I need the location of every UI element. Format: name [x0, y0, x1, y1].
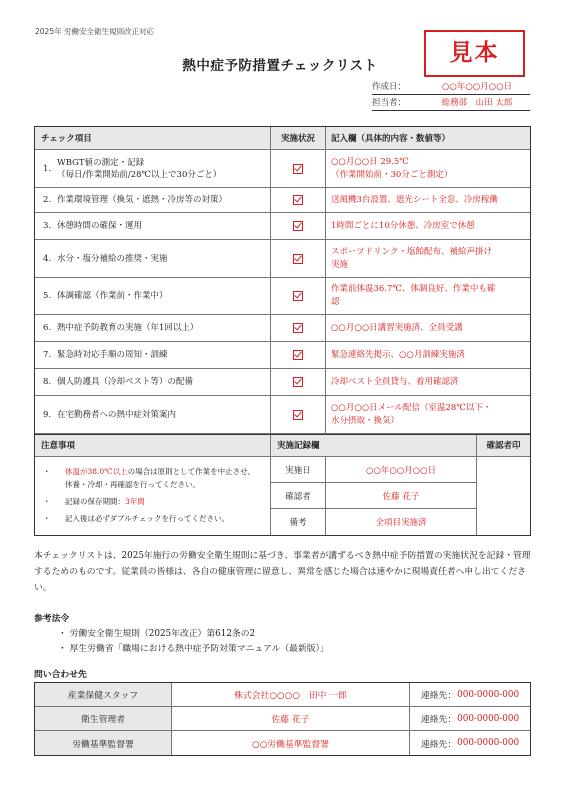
checklist-row: [35, 315, 530, 342]
item-label: 作業環境管理（換気・遮熱・冷房等の対策）: [57, 195, 228, 205]
page-title: 熱中症予防措置チェックリスト: [182, 58, 378, 74]
record-row: [271, 483, 476, 509]
header-item: チェック項目: [35, 127, 271, 149]
contact-tel-label: 連絡先：: [420, 715, 457, 725]
item-entry: 1時間ごとに10分休憩、冷房室で休憩: [331, 220, 475, 231]
references-title: 参考法令: [34, 614, 70, 624]
item-number: 5.: [43, 291, 52, 301]
person-value: 総務部 山田 太郎: [441, 98, 513, 108]
item-entry-sub: 認: [331, 297, 340, 307]
reference-item: ・ 厚生労働省「職場における熱中症予防対策マニュアル（最新版）」: [58, 642, 329, 657]
checklist-row: [35, 188, 530, 213]
contact-tel: [410, 731, 530, 755]
item-entry: ○○月○○日メール配信（室温28℃以下・: [331, 402, 492, 413]
contact-role: 労働基準監督署: [35, 731, 172, 755]
record-label: 実施日: [271, 457, 326, 482]
notes-title: 注意事項: [35, 435, 270, 457]
item-label-sub: （毎日/作業開始前/28℃以上で30分ごと）: [57, 169, 222, 180]
checked-box-icon[interactable]: [293, 254, 303, 264]
note-item: [43, 465, 262, 491]
item-label: 緊急時対応手順の周知・訓練: [57, 350, 168, 360]
note-item: [43, 512, 262, 525]
item-number: 3.: [43, 221, 52, 231]
created-date-value: ○○年○○月○○日: [441, 82, 512, 92]
contact-tel: [410, 683, 530, 706]
created-date-label: 作成日：: [372, 82, 407, 92]
item-entry: ○○月○○日講習実施済、全員受講: [331, 322, 463, 333]
item-entry-sub: 水分摂取・換気）: [331, 415, 400, 426]
checked-box-icon[interactable]: [293, 350, 303, 360]
note-item: [43, 495, 262, 508]
item-entry-sub: （作業開始前・30分ごと測定）: [331, 169, 453, 180]
item-label: 水分・塩分補給の推奨・実施: [57, 253, 168, 264]
checklist-row: [35, 369, 530, 396]
item-number: 9.: [43, 409, 52, 420]
record-value[interactable]: ○○年○○月○○日: [365, 465, 436, 476]
header-note: 2025年 労働安全衛生規則改正対応: [35, 27, 154, 36]
record-box: [271, 435, 530, 535]
checklist-table: [34, 126, 531, 536]
note-text: の場合は原則として作業を中止させ、休養・冷却・再確認を行ってください。: [65, 467, 255, 489]
checklist-row: [35, 396, 530, 434]
item-entry: ○○月○○日 29.5℃: [331, 156, 409, 167]
contact-tel-value: 000-0000-000: [457, 738, 520, 748]
note-text: 記入後は必ずダブルチェックを行ってください。: [65, 514, 229, 523]
person-label: 担当者：: [372, 98, 407, 108]
references-list: [58, 627, 329, 657]
item-number: 7.: [43, 350, 52, 360]
contact-row: [35, 731, 530, 755]
contacts-table: [34, 682, 531, 756]
note-highlight: 体温が38.0℃以上: [65, 467, 128, 476]
checklist-row: [35, 240, 530, 278]
record-row: [271, 509, 476, 535]
record-row: [271, 457, 476, 483]
notes-record-section: [35, 434, 530, 535]
checklist-row: [35, 278, 530, 315]
note-text: 記録の保存期間：: [65, 497, 125, 506]
contact-tel-label: 連絡先：: [420, 691, 457, 701]
item-entry: スポーツドリンク・塩飴配布、補給声掛け: [331, 246, 492, 257]
record-value[interactable]: 佐藤 花子: [382, 491, 420, 502]
contact-tel-label: 連絡先：: [420, 739, 457, 750]
note-highlight: 3年間: [125, 497, 145, 506]
checked-box-icon[interactable]: [293, 195, 303, 205]
contact-role: 産業保健スタッフ: [35, 683, 172, 706]
record-title: 実施記録欄: [271, 435, 476, 457]
checked-box-icon[interactable]: [293, 291, 303, 301]
record-label: 確認者: [271, 483, 326, 508]
item-label: 個人防護具（冷却ベスト等）の配備: [57, 377, 194, 387]
seal-title: 確認者印: [477, 435, 530, 457]
contact-tel-value: 000-0000-000: [457, 689, 520, 700]
item-entry: 送風機3台設置、遮光シート全窓、冷房稼働: [331, 194, 498, 205]
item-number: 2.: [43, 195, 52, 205]
item-number: 6.: [43, 323, 52, 333]
item-entry: 緊急連絡先掲示、○○月訓練実施済: [331, 349, 465, 360]
item-label: 体調確認（作業前・作業中）: [57, 291, 168, 301]
record-value[interactable]: 全項目実施済: [375, 518, 427, 528]
header-status: 実施状況: [271, 127, 326, 149]
checklist-row: [35, 342, 530, 369]
item-entry: 冷却ベスト全員貸与、着用確認済: [331, 376, 459, 387]
record-label: 備考: [271, 509, 326, 535]
item-number: 4.: [43, 253, 52, 264]
item-label: 熱中症予防教育の実施（年1回以上）: [57, 323, 199, 333]
item-label: 在宅勤務者への熱中症対策案内: [57, 409, 177, 420]
contact-name: 株式会社○○○○ 田中 一郎: [172, 683, 410, 706]
contact-role: 衛生管理者: [35, 707, 172, 730]
contact-name: ○○労働基準監督署: [172, 731, 410, 755]
checked-box-icon[interactable]: [293, 221, 303, 231]
checked-box-icon[interactable]: [293, 410, 303, 420]
contact-tel-value: 000-0000-000: [457, 713, 520, 724]
item-entry-sub: 実施: [331, 259, 349, 270]
description-text: 本チェックリストは、2025年施行の労働安全衛生規則に基づき、事業者が講ずるべき熱中症予防措置の実施状況を記録・管理するためのものです。従業員の皆様は、各自の健康管理に留意し、異常を感じた場合は速やかに現場責任者へ申し出てください。: [34, 551, 531, 593]
item-entry: 作業前体温36.7℃、体調良好、作業中も確: [331, 284, 496, 294]
person-field: [372, 96, 530, 111]
contact-row: [35, 683, 530, 707]
checklist-row: [35, 150, 530, 188]
reference-item: ・ 労働安全衛生規則（2025年改正）第612条の2: [58, 627, 329, 642]
checked-box-icon[interactable]: [293, 164, 303, 174]
checklist-row: [35, 213, 530, 240]
contact-row: [35, 707, 530, 731]
notes-box: [35, 435, 271, 535]
item-number: 8.: [43, 377, 52, 387]
checklist-header-row: [35, 127, 530, 150]
item-number: 1.: [43, 163, 52, 174]
contacts-title: 問い合わせ先: [34, 670, 87, 680]
contact-name: 佐藤 花子: [172, 707, 410, 730]
item-label: 休憩時間の確保・運用: [57, 221, 143, 231]
contact-tel: [410, 707, 530, 730]
item-label: WBGT値の測定・記録: [57, 157, 145, 168]
seal-box[interactable]: [477, 435, 530, 535]
checked-box-icon[interactable]: [293, 323, 303, 333]
sample-stamp: 見本: [424, 30, 525, 77]
checked-box-icon[interactable]: [293, 377, 303, 387]
created-date-field: [372, 80, 530, 95]
header-entry: 記入欄（具体的内容・数値等）: [331, 134, 451, 144]
